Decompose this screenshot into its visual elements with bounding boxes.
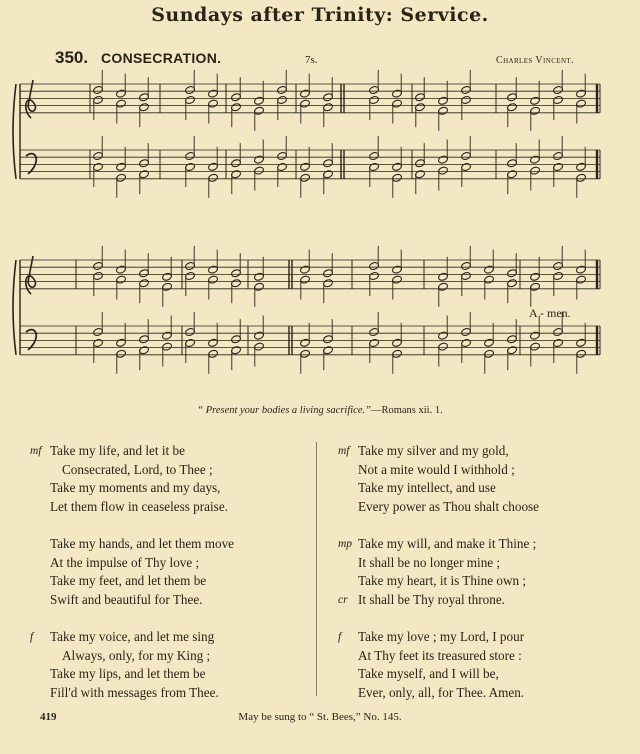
stanza-6: [338, 628, 525, 702]
dynamic-mark: cr: [338, 593, 348, 606]
stanza-line: It shall be no longer mine ;: [358, 554, 501, 570]
stanza-line: Take my intellect, and use: [358, 480, 496, 496]
bass-clef: [26, 154, 36, 174]
stanza-line: Take my silver and my gold,: [358, 443, 509, 458]
stanza-line: Not a mite would I withhold ;: [358, 461, 515, 477]
stanza-line: Swift and beautiful for Thee.: [50, 591, 203, 607]
amen-lyric: A - men.: [529, 306, 571, 320]
hymn-composer: Charles Vincent.: [496, 55, 574, 66]
treble-clef: [26, 256, 36, 294]
hymn-meter: 7s.: [305, 54, 318, 66]
dynamic-mark: mp: [338, 538, 353, 550]
epigraph-reference: —Romans xii. 1.: [370, 405, 443, 416]
tune-note: May be sung to “ St. Bees,” No. 145.: [238, 711, 402, 723]
page-number: 419: [40, 711, 57, 723]
stanza-line: Take my hands, and let them move: [50, 536, 235, 551]
stanza-line: Take my voice, and let me sing: [50, 629, 215, 644]
stanza-line: Ever, only, all, for Thee. Amen.: [358, 684, 525, 700]
stanza-line: Take my moments and my days,: [50, 480, 221, 496]
hymn-title: CONSECRATION.: [101, 50, 222, 66]
stanza-line: At Thy feet its treasured store :: [358, 647, 522, 663]
epigraph-quote: “ Present your bodies a living sacrifice.”: [197, 405, 371, 416]
stanza-line: At the impulse of Thy love ;: [50, 554, 200, 570]
dynamic-mark: f: [338, 631, 342, 643]
dynamic-mark: mf: [30, 445, 42, 457]
stanza-5: [338, 535, 537, 609]
music-score: [0, 68, 640, 388]
stanza-3: [30, 628, 219, 702]
column-divider: [316, 442, 317, 696]
dynamic-mark: f: [30, 631, 34, 643]
treble-clef: [26, 80, 36, 118]
stanza-line: It shall be Thy royal throne.: [358, 591, 505, 607]
stanza-line: Let them flow in ceaseless praise.: [50, 498, 228, 514]
stanza-line: Take myself, and I will be,: [358, 666, 499, 682]
stanza-line: Consecrated, Lord, to Thee ;: [62, 461, 213, 477]
stanza-2: [50, 535, 234, 609]
hymn-number: 350.: [55, 48, 89, 67]
stanza-1: [30, 442, 228, 516]
stanza-line: Take my will, and make it Thine ;: [358, 536, 537, 551]
system-brace: [13, 260, 16, 355]
system-brace: [13, 84, 16, 179]
dynamic-mark: mf: [338, 445, 350, 457]
stanza-line: Always, only, for my King ;: [62, 647, 211, 663]
stanza-line: Fill'd with messages from Thee.: [50, 684, 219, 700]
stanza-line: Take my love ; my Lord, I pour: [358, 629, 525, 644]
stanza-line: Take my heart, it is Thine own ;: [358, 573, 527, 589]
score-notation: [13, 70, 600, 374]
stanza-line: Take my lips, and let them be: [50, 666, 206, 682]
stanza-4: [338, 442, 540, 516]
stanza-line: Every power as Thou shalt choose: [358, 498, 540, 514]
scripture-epigraph: [0, 405, 640, 416]
bass-clef: [26, 330, 36, 350]
stanza-line: Take my life, and let it be: [50, 443, 185, 458]
page-header: Sundays after Trinity: Service.: [151, 4, 489, 26]
stanza-line: Take my feet, and let them be: [50, 573, 207, 589]
